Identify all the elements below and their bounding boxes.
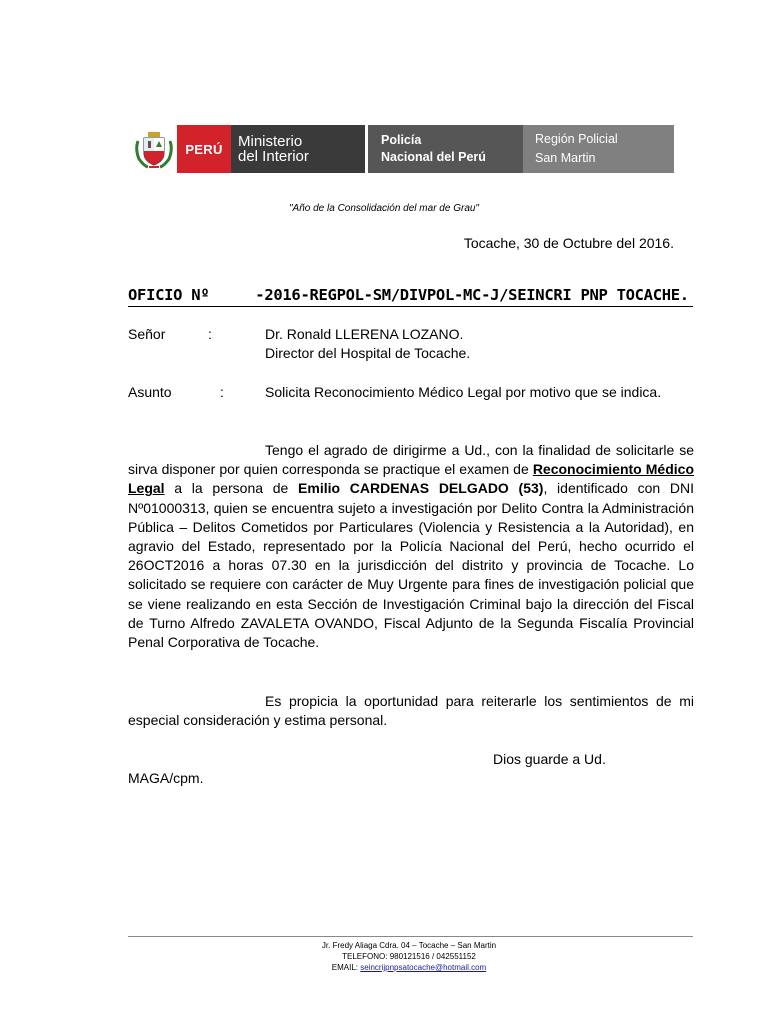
paragraph1-mid: a la persona de xyxy=(164,480,299,497)
addressee-text xyxy=(265,325,694,363)
oficio-heading xyxy=(128,286,693,307)
header-banner xyxy=(131,125,674,173)
peru-coat-of-arms-icon xyxy=(134,129,174,169)
paragraph1-start: Tengo el agrado de dirigirme a Ud., con la finalidad de solicitarle se sirva disponer por quien corresponda se practique el examen de xyxy=(128,442,694,478)
asunto-colon: : xyxy=(220,384,224,400)
initials: MAGA/cpm. xyxy=(128,770,204,786)
footer-divider xyxy=(128,936,693,937)
ministerio-line2: del Interior xyxy=(238,148,309,165)
policia-line1: Policía xyxy=(381,133,422,147)
person-name: Emilio CARDENAS DELGADO (53) xyxy=(298,480,544,497)
asunto-label: Asunto xyxy=(128,384,172,400)
region-line1: Región Policial xyxy=(535,132,618,146)
ministerio-line1: Ministerio xyxy=(238,133,303,150)
addressee-title: Director del Hospital de Tocache. xyxy=(265,345,471,362)
exam-type: Reconocimiento Médico Legal xyxy=(128,461,694,497)
paragraph1-rest: , identificado con DNI Nº01000313, quien se encuentra sujeto a investigación por Delito Contra la Administración Pública – Delitos Cometidos por Particulares (Violencia y Resistencia a la Autoridad), en agravio del Estado, representado por la Policía Nacional del Perú, hecho ocurrido el 26OCT2016 a horas 07.30 en la jurisdicción del distrito y provincia de Tocache. Lo solicitado se requiere con carácter de Muy Urgente para fines de investigación policial que se viene realizando en esta Sección de Investigación Criminal bajo la dirección del Fiscal de Turno Alfredo ZAVALETA OVANDO, Fiscal Adjunto de la Segunda Fiscalía Provincial Penal Corporativa de Tocache. xyxy=(128,480,694,651)
peru-label: PERÚ xyxy=(177,125,231,173)
region-line2: San Martin xyxy=(535,151,596,165)
ministerio-block xyxy=(231,125,365,173)
policia-line2: Nacional del Perú xyxy=(381,150,486,164)
subject-text: Solicita Reconocimiento Médico Legal por motivo que se indica. xyxy=(265,384,662,400)
footer-email-label: EMAIL: xyxy=(331,963,359,972)
oficio-reference: -2016-REGPOL-SM/DIVPOL-MC-J/SEINCRI PNP TOCACHE. xyxy=(255,286,689,304)
oficio-prefix: OFICIO Nº xyxy=(128,286,210,304)
crest-container xyxy=(131,125,177,173)
closing-salutation: Dios guarde a Ud. xyxy=(493,751,606,767)
senor-colon: : xyxy=(208,326,212,342)
footer xyxy=(0,940,768,973)
policia-block xyxy=(368,125,523,173)
footer-email-link[interactable]: seincrijpnpsatocache@hotmail.com xyxy=(360,963,487,972)
year-motto: "Año de la Consolidación del mar de Grau" xyxy=(289,203,479,214)
addressee-name: Dr. Ronald LLERENA LOZANO. xyxy=(265,326,464,342)
document-date: Tocache, 30 de Octubre del 2016. xyxy=(463,235,674,251)
senor-label: Señor xyxy=(128,326,166,342)
paragraph2-text: Es propicia la oportunidad para reiterarle los sentimientos de mi especial consideración y estima personal. xyxy=(128,693,694,729)
closing-paragraph xyxy=(128,692,694,730)
subject-block xyxy=(128,383,694,423)
main-paragraph xyxy=(128,441,694,652)
region-block xyxy=(523,125,674,173)
footer-phone: TELEFONO: 980121516 / 042551152 xyxy=(342,952,476,961)
footer-email-line xyxy=(0,962,768,973)
footer-address: Jr. Fredy Aliaga Cdra. 04 – Tocache – San Martin xyxy=(321,941,497,950)
addressee-block xyxy=(128,325,694,365)
